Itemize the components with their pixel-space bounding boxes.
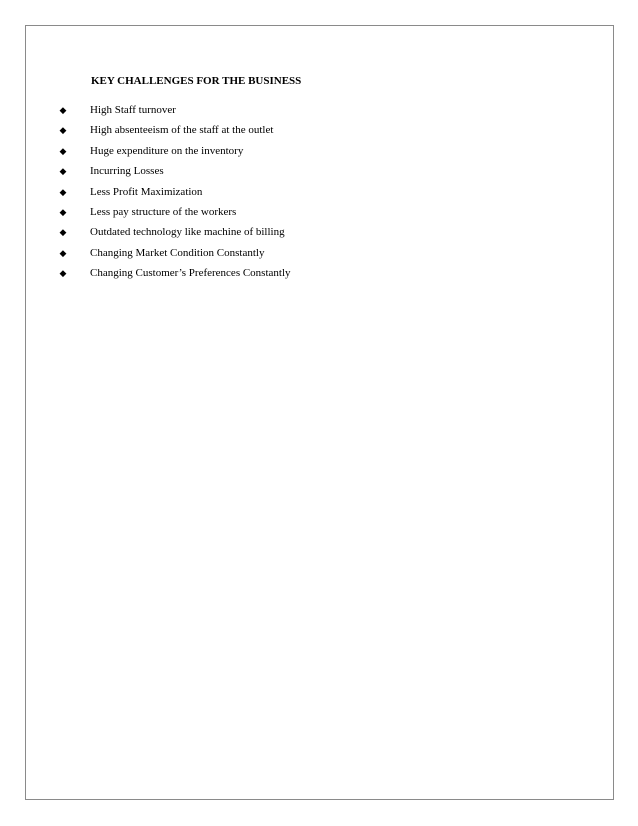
list-item-text: Less pay structure of the workers: [90, 205, 237, 218]
list-item: [26, 225, 613, 245]
list-item-text: High Staff turnover: [90, 104, 176, 116]
list-item: [26, 123, 613, 143]
diamond-bullet-icon: ◆: [59, 125, 67, 136]
list-item-text: Outdated technology like machine of billing: [90, 226, 285, 239]
document-page: [25, 25, 614, 800]
list-item-text: High absenteeism of the staff at the outlet: [90, 124, 274, 137]
list-item: [26, 164, 613, 184]
diamond-bullet-icon: ◆: [59, 105, 67, 115]
list-item: [26, 144, 613, 164]
diamond-bullet-icon: ◆: [59, 186, 67, 197]
list-item-text: Changing Customer’s Preferences Constantly: [90, 267, 291, 280]
diamond-bullet-icon: ◆: [59, 247, 67, 258]
challenges-list: [26, 103, 613, 287]
diamond-bullet-icon: ◆: [59, 227, 67, 238]
list-item: [26, 103, 613, 123]
diamond-bullet-icon: ◆: [59, 206, 67, 217]
list-item-text: Less Profit Maximization: [90, 185, 203, 198]
diamond-bullet-icon: ◆: [59, 145, 67, 156]
list-item-text: Huge expenditure on the inventory: [90, 144, 244, 157]
list-item: [26, 205, 613, 225]
list-item-text: Changing Market Condition Constantly: [90, 246, 265, 259]
list-item-text: Incurring Losses: [90, 165, 164, 178]
diamond-bullet-icon: ◆: [59, 268, 67, 279]
list-item: [26, 185, 613, 205]
list-item: [26, 246, 613, 266]
section-heading: KEY CHALLENGES FOR THE BUSINESS: [91, 75, 302, 87]
list-item: [26, 266, 613, 286]
diamond-bullet-icon: ◆: [59, 166, 67, 177]
